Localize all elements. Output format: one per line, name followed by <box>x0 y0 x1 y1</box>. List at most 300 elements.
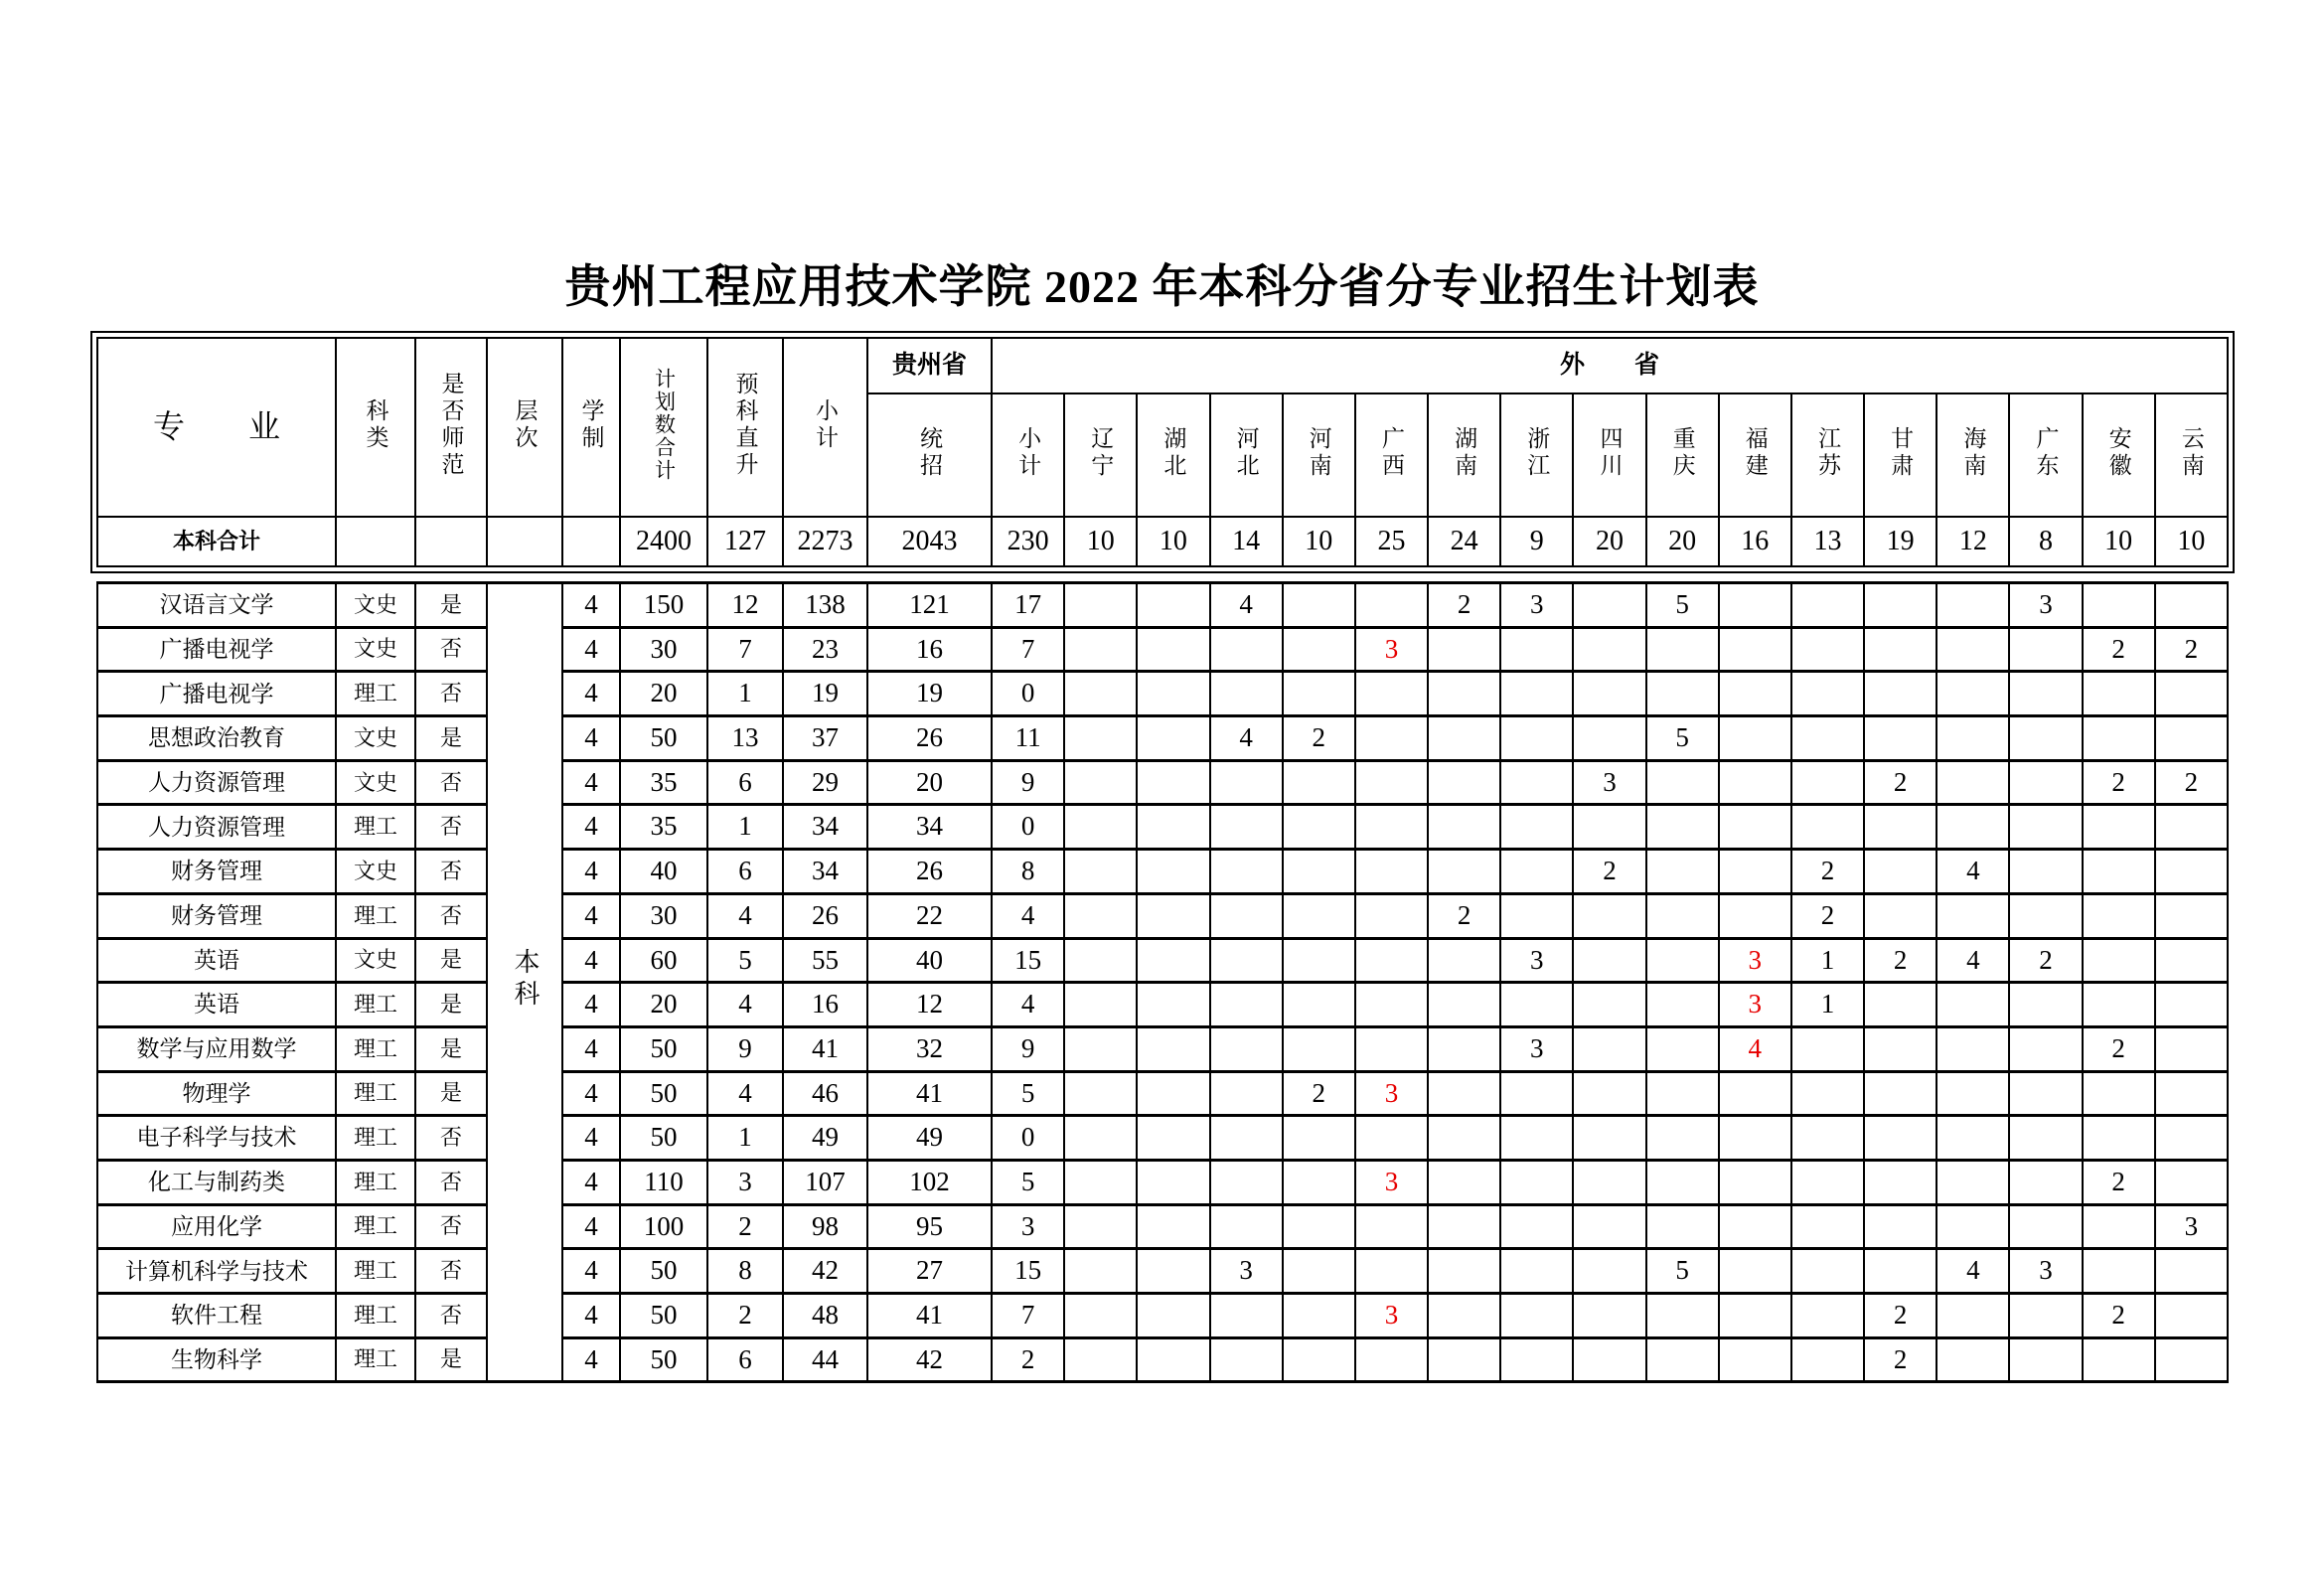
cell-province-2 <box>1137 893 1209 938</box>
cell-province-0: 2 <box>992 1337 1064 1382</box>
cell-province-12 <box>1864 716 1937 761</box>
cell-province-14 <box>2009 1160 2082 1204</box>
cell-province-6 <box>1428 1337 1500 1382</box>
table-row <box>97 893 2228 938</box>
col-header-province-1 <box>1064 393 1137 517</box>
cell-province-13: 4 <box>1937 938 2009 983</box>
cell-unified: 41 <box>867 1071 992 1116</box>
total-value-19: 10 <box>2083 517 2155 566</box>
cell-province-7 <box>1500 1071 1573 1116</box>
cell-duration: 4 <box>562 938 620 983</box>
cell-province-3 <box>1210 1160 1283 1204</box>
cell-province-2 <box>1137 850 1209 894</box>
cell-province-12 <box>1864 850 1937 894</box>
cell-province-14 <box>2009 893 2082 938</box>
cell-is-normal: 是 <box>415 983 487 1027</box>
cell-category: 文史 <box>336 583 415 628</box>
table-row <box>97 1026 2228 1071</box>
cell-unified: 27 <box>867 1249 992 1294</box>
total-value-6: 10 <box>1137 517 1209 566</box>
cell-province-9 <box>1646 1337 1719 1382</box>
cell-unified: 49 <box>867 1116 992 1161</box>
cell-province-8 <box>1573 1204 1645 1249</box>
cell-province-13 <box>1937 760 2009 805</box>
cell-province-12 <box>1864 672 1937 716</box>
cell-province-10 <box>1719 893 1791 938</box>
cell-province-14 <box>2009 1026 2082 1071</box>
cell-subtotal: 48 <box>783 1294 867 1338</box>
cell-province-9 <box>1646 1160 1719 1204</box>
cell-province-4 <box>1283 1249 1355 1294</box>
total-row-empty-cell <box>415 517 487 566</box>
cell-province-6 <box>1428 1204 1500 1249</box>
cell-duration: 4 <box>562 983 620 1027</box>
cell-province-1 <box>1064 983 1137 1027</box>
cell-province-4 <box>1283 1294 1355 1338</box>
cell-is-normal: 否 <box>415 1294 487 1338</box>
cell-province-11 <box>1791 1337 1864 1382</box>
cell-province-2 <box>1137 1026 1209 1071</box>
col-header-province-2 <box>1137 393 1209 517</box>
cell-province-9 <box>1646 805 1719 850</box>
total-value-8: 10 <box>1283 517 1355 566</box>
cell-plan-total: 100 <box>620 1204 707 1249</box>
cell-is-normal: 是 <box>415 938 487 983</box>
col-header-province-14 <box>2009 393 2082 517</box>
cell-major: 财务管理 <box>97 893 336 938</box>
cell-province-6 <box>1428 1071 1500 1116</box>
col-header-plan-total <box>620 338 707 517</box>
cell-prep-promotion: 6 <box>707 760 783 805</box>
cell-plan-total: 50 <box>620 1337 707 1382</box>
cell-is-normal: 否 <box>415 805 487 850</box>
col-header-duration <box>562 338 620 517</box>
table-row <box>97 672 2228 716</box>
cell-category: 文史 <box>336 850 415 894</box>
cell-province-13 <box>1937 1116 2009 1161</box>
cell-province-3 <box>1210 1337 1283 1382</box>
cell-province-2 <box>1137 760 1209 805</box>
cell-province-6: 2 <box>1428 893 1500 938</box>
cell-unified: 26 <box>867 850 992 894</box>
table-row <box>97 583 2228 628</box>
cell-province-9: 5 <box>1646 1249 1719 1294</box>
cell-province-3 <box>1210 983 1283 1027</box>
cell-province-8 <box>1573 1071 1645 1116</box>
total-value-9: 25 <box>1355 517 1428 566</box>
cell-unified: 42 <box>867 1337 992 1382</box>
cell-province-2 <box>1137 716 1209 761</box>
cell-province-12 <box>1864 1116 1937 1161</box>
col-header-province-6 <box>1428 393 1500 517</box>
total-value-13: 20 <box>1646 517 1719 566</box>
cell-province-8 <box>1573 805 1645 850</box>
cell-province-8 <box>1573 1116 1645 1161</box>
cell-province-3 <box>1210 627 1283 672</box>
cell-category: 理工 <box>336 1337 415 1382</box>
header-table <box>96 337 2229 567</box>
total-row-empty-cell <box>562 517 620 566</box>
cell-is-normal: 否 <box>415 1116 487 1161</box>
cell-province-12: 2 <box>1864 1337 1937 1382</box>
cell-province-15 <box>2083 983 2155 1027</box>
cell-province-9 <box>1646 1071 1719 1116</box>
cell-province-13 <box>1937 672 2009 716</box>
body-table <box>96 581 2229 1383</box>
cell-province-3 <box>1210 1116 1283 1161</box>
cell-province-14: 3 <box>2009 583 2082 628</box>
total-value-1: 127 <box>707 517 783 566</box>
cell-duration: 4 <box>562 672 620 716</box>
cell-province-16 <box>2155 938 2228 983</box>
cell-province-5 <box>1355 983 1428 1027</box>
cell-plan-total: 50 <box>620 716 707 761</box>
cell-province-8 <box>1573 1294 1645 1338</box>
cell-prep-promotion: 1 <box>707 805 783 850</box>
cell-province-12: 2 <box>1864 1294 1937 1338</box>
cell-category: 理工 <box>336 1026 415 1071</box>
cell-plan-total: 150 <box>620 583 707 628</box>
col-header-province-4-label: 河南 <box>1306 425 1331 480</box>
cell-province-5 <box>1355 716 1428 761</box>
cell-province-1 <box>1064 893 1137 938</box>
cell-province-0: 0 <box>992 1116 1064 1161</box>
cell-prep-promotion: 4 <box>707 983 783 1027</box>
cell-category: 理工 <box>336 672 415 716</box>
cell-province-15 <box>2083 583 2155 628</box>
cell-province-1 <box>1064 1071 1137 1116</box>
cell-province-1 <box>1064 1116 1137 1161</box>
cell-plan-total: 30 <box>620 627 707 672</box>
cell-category: 理工 <box>336 1294 415 1338</box>
cell-province-6 <box>1428 1116 1500 1161</box>
cell-province-13 <box>1937 1160 2009 1204</box>
cell-province-2 <box>1137 1294 1209 1338</box>
cell-province-15 <box>2083 1204 2155 1249</box>
col-header-province-10-label: 福建 <box>1742 425 1768 480</box>
cell-province-12 <box>1864 983 1937 1027</box>
cell-province-12: 2 <box>1864 760 1937 805</box>
cell-province-4 <box>1283 1026 1355 1071</box>
cell-province-7: 3 <box>1500 938 1573 983</box>
cell-province-5 <box>1355 1116 1428 1161</box>
cell-major: 物理学 <box>97 1071 336 1116</box>
cell-category: 文史 <box>336 716 415 761</box>
cell-province-2 <box>1137 1204 1209 1249</box>
col-header-province-12 <box>1864 393 1937 517</box>
cell-province-4 <box>1283 983 1355 1027</box>
cell-plan-total: 40 <box>620 850 707 894</box>
cell-prep-promotion: 1 <box>707 672 783 716</box>
cell-province-10 <box>1719 850 1791 894</box>
cell-province-4 <box>1283 672 1355 716</box>
cell-province-4 <box>1283 1204 1355 1249</box>
col-header-level <box>487 338 562 517</box>
col-header-plan-total-label: 计划数合计 <box>652 368 677 483</box>
cell-category: 理工 <box>336 893 415 938</box>
cell-plan-total: 50 <box>620 1026 707 1071</box>
total-value-5: 10 <box>1064 517 1137 566</box>
cell-province-2 <box>1137 672 1209 716</box>
cell-prep-promotion: 4 <box>707 1071 783 1116</box>
cell-province-13: 4 <box>1937 850 2009 894</box>
col-header-is-normal-label: 是否师范 <box>438 371 464 479</box>
col-header-level-label: 层次 <box>512 397 538 452</box>
cell-province-13 <box>1937 627 2009 672</box>
cell-subtotal: 138 <box>783 583 867 628</box>
cell-province-1 <box>1064 805 1137 850</box>
col-header-subtotal-label: 小计 <box>813 397 838 452</box>
cell-plan-total: 50 <box>620 1249 707 1294</box>
cell-category: 理工 <box>336 805 415 850</box>
cell-prep-promotion: 4 <box>707 893 783 938</box>
cell-province-7: 3 <box>1500 1026 1573 1071</box>
cell-province-16: 3 <box>2155 1204 2228 1249</box>
cell-province-5 <box>1355 850 1428 894</box>
cell-province-4: 2 <box>1283 1071 1355 1116</box>
cell-province-6 <box>1428 1160 1500 1204</box>
cell-province-2 <box>1137 583 1209 628</box>
cell-province-0: 17 <box>992 583 1064 628</box>
cell-province-0: 9 <box>992 1026 1064 1071</box>
cell-province-1 <box>1064 1337 1137 1382</box>
cell-major: 广播电视学 <box>97 627 336 672</box>
total-value-14: 16 <box>1719 517 1791 566</box>
total-value-20: 10 <box>2155 517 2228 566</box>
cell-is-normal: 否 <box>415 893 487 938</box>
cell-province-1 <box>1064 672 1137 716</box>
cell-province-3 <box>1210 672 1283 716</box>
cell-unified: 34 <box>867 805 992 850</box>
cell-province-10 <box>1719 1116 1791 1161</box>
cell-major: 英语 <box>97 938 336 983</box>
cell-province-14 <box>2009 1337 2082 1382</box>
cell-province-14: 3 <box>2009 1249 2082 1294</box>
cell-province-9 <box>1646 1294 1719 1338</box>
cell-major: 计算机科学与技术 <box>97 1249 336 1294</box>
cell-province-12 <box>1864 1071 1937 1116</box>
cell-province-14 <box>2009 1294 2082 1338</box>
cell-province-5 <box>1355 938 1428 983</box>
total-value-17: 12 <box>1937 517 2009 566</box>
cell-unified: 26 <box>867 716 992 761</box>
cell-province-7 <box>1500 893 1573 938</box>
cell-duration: 4 <box>562 1071 620 1116</box>
cell-province-8 <box>1573 893 1645 938</box>
col-header-province-8 <box>1573 393 1645 517</box>
cell-unified: 102 <box>867 1160 992 1204</box>
cell-plan-total: 50 <box>620 1294 707 1338</box>
col-header-category <box>336 338 415 517</box>
total-row <box>97 517 2228 566</box>
total-value-3: 2043 <box>867 517 992 566</box>
cell-province-14 <box>2009 627 2082 672</box>
cell-plan-total: 50 <box>620 1116 707 1161</box>
cell-province-4 <box>1283 938 1355 983</box>
cell-province-14 <box>2009 805 2082 850</box>
cell-province-7 <box>1500 1294 1573 1338</box>
total-value-2: 2273 <box>783 517 867 566</box>
cell-duration: 4 <box>562 893 620 938</box>
col-header-is-normal <box>415 338 487 517</box>
cell-province-10 <box>1719 627 1791 672</box>
cell-province-2 <box>1137 983 1209 1027</box>
cell-unified: 121 <box>867 583 992 628</box>
cell-province-3 <box>1210 938 1283 983</box>
cell-province-14 <box>2009 716 2082 761</box>
cell-province-16 <box>2155 893 2228 938</box>
cell-province-7 <box>1500 850 1573 894</box>
cell-province-10 <box>1719 1294 1791 1338</box>
cell-province-13 <box>1937 983 2009 1027</box>
cell-duration: 4 <box>562 627 620 672</box>
col-header-province-3 <box>1210 393 1283 517</box>
cell-subtotal: 98 <box>783 1204 867 1249</box>
cell-province-2 <box>1137 805 1209 850</box>
cell-province-1 <box>1064 1294 1137 1338</box>
cell-category: 文史 <box>336 627 415 672</box>
cell-level-merged <box>487 583 562 1382</box>
cell-province-10 <box>1719 1204 1791 1249</box>
table-row <box>97 1204 2228 1249</box>
cell-province-0: 4 <box>992 983 1064 1027</box>
col-header-province-6-label: 湖南 <box>1452 425 1477 480</box>
col-header-province-16 <box>2155 393 2228 517</box>
page-title: 贵州工程应用技术学院 2022 年本科分省分专业招生计划表 <box>564 261 1760 312</box>
cell-province-0: 0 <box>992 805 1064 850</box>
cell-is-normal: 是 <box>415 716 487 761</box>
cell-duration: 4 <box>562 1294 620 1338</box>
cell-province-7 <box>1500 1160 1573 1204</box>
cell-major: 人力资源管理 <box>97 805 336 850</box>
cell-province-9 <box>1646 893 1719 938</box>
cell-province-9 <box>1646 672 1719 716</box>
cell-province-4 <box>1283 1116 1355 1161</box>
cell-province-14 <box>2009 1071 2082 1116</box>
cell-province-7 <box>1500 1204 1573 1249</box>
cell-prep-promotion: 9 <box>707 1026 783 1071</box>
cell-province-14 <box>2009 1204 2082 1249</box>
col-header-other-provinces <box>992 338 2228 393</box>
cell-province-6 <box>1428 716 1500 761</box>
cell-duration: 4 <box>562 805 620 850</box>
cell-province-1 <box>1064 850 1137 894</box>
table-row <box>97 1071 2228 1116</box>
header-row-top <box>97 338 2228 393</box>
cell-province-3: 4 <box>1210 583 1283 628</box>
enrollment-table <box>96 337 2229 1383</box>
table-row <box>97 1116 2228 1161</box>
cell-subtotal: 55 <box>783 938 867 983</box>
col-header-province-1-label: 辽宁 <box>1088 425 1114 480</box>
col-header-province-2-label: 湖北 <box>1161 425 1186 480</box>
cell-province-12 <box>1864 627 1937 672</box>
cell-province-13: 4 <box>1937 1249 2009 1294</box>
col-header-prep-promotion <box>707 338 783 517</box>
cell-province-16 <box>2155 1160 2228 1204</box>
cell-unified: 16 <box>867 627 992 672</box>
total-row-label: 本科合计 <box>97 517 336 566</box>
cell-subtotal: 34 <box>783 805 867 850</box>
cell-prep-promotion: 12 <box>707 583 783 628</box>
col-header-category-label: 科类 <box>363 397 388 452</box>
cell-plan-total: 20 <box>620 672 707 716</box>
cell-province-13 <box>1937 1337 2009 1382</box>
cell-major: 化工与制药类 <box>97 1160 336 1204</box>
table-row <box>97 1294 2228 1338</box>
total-row-empty-cell <box>336 517 415 566</box>
cell-province-1 <box>1064 1160 1137 1204</box>
cell-province-11 <box>1791 1294 1864 1338</box>
cell-unified: 41 <box>867 1294 992 1338</box>
cell-subtotal: 44 <box>783 1337 867 1382</box>
cell-province-16 <box>2155 1294 2228 1338</box>
total-value-18: 8 <box>2009 517 2082 566</box>
cell-province-7 <box>1500 672 1573 716</box>
cell-prep-promotion: 8 <box>707 1249 783 1294</box>
cell-province-10 <box>1719 672 1791 716</box>
cell-province-11: 2 <box>1791 893 1864 938</box>
cell-major: 广播电视学 <box>97 672 336 716</box>
cell-province-4 <box>1283 805 1355 850</box>
cell-province-5 <box>1355 1337 1428 1382</box>
cell-province-13 <box>1937 1294 2009 1338</box>
cell-province-2 <box>1137 1249 1209 1294</box>
cell-prep-promotion: 5 <box>707 938 783 983</box>
cell-province-8 <box>1573 938 1645 983</box>
cell-province-8 <box>1573 716 1645 761</box>
cell-province-2 <box>1137 1160 1209 1204</box>
cell-province-0: 5 <box>992 1160 1064 1204</box>
cell-plan-total: 35 <box>620 805 707 850</box>
cell-province-7 <box>1500 760 1573 805</box>
cell-province-9 <box>1646 1116 1719 1161</box>
cell-province-9 <box>1646 850 1719 894</box>
col-header-province-7 <box>1500 393 1573 517</box>
cell-province-5: 3 <box>1355 1071 1428 1116</box>
total-value-16: 19 <box>1864 517 1937 566</box>
cell-province-15 <box>2083 850 2155 894</box>
table-row <box>97 1160 2228 1204</box>
cell-province-0: 15 <box>992 938 1064 983</box>
cell-province-14 <box>2009 760 2082 805</box>
cell-province-8 <box>1573 1160 1645 1204</box>
cell-plan-total: 30 <box>620 893 707 938</box>
total-value-0: 2400 <box>620 517 707 566</box>
col-header-province-15-label: 安徽 <box>2105 425 2131 480</box>
total-value-15: 13 <box>1791 517 1864 566</box>
cell-province-16 <box>2155 983 2228 1027</box>
cell-is-normal: 否 <box>415 672 487 716</box>
cell-province-15: 2 <box>2083 1294 2155 1338</box>
cell-unified: 19 <box>867 672 992 716</box>
cell-subtotal: 16 <box>783 983 867 1027</box>
cell-province-6 <box>1428 672 1500 716</box>
cell-plan-total: 50 <box>620 1071 707 1116</box>
cell-province-0: 7 <box>992 1294 1064 1338</box>
cell-province-10 <box>1719 1337 1791 1382</box>
cell-province-10: 4 <box>1719 1026 1791 1071</box>
cell-province-5: 3 <box>1355 627 1428 672</box>
cell-province-12 <box>1864 1160 1937 1204</box>
table-row <box>97 760 2228 805</box>
cell-level-merged-label: 本科 <box>511 948 540 1013</box>
cell-subtotal: 49 <box>783 1116 867 1161</box>
cell-province-3: 3 <box>1210 1249 1283 1294</box>
cell-province-15 <box>2083 716 2155 761</box>
cell-province-11 <box>1791 583 1864 628</box>
cell-is-normal: 否 <box>415 850 487 894</box>
